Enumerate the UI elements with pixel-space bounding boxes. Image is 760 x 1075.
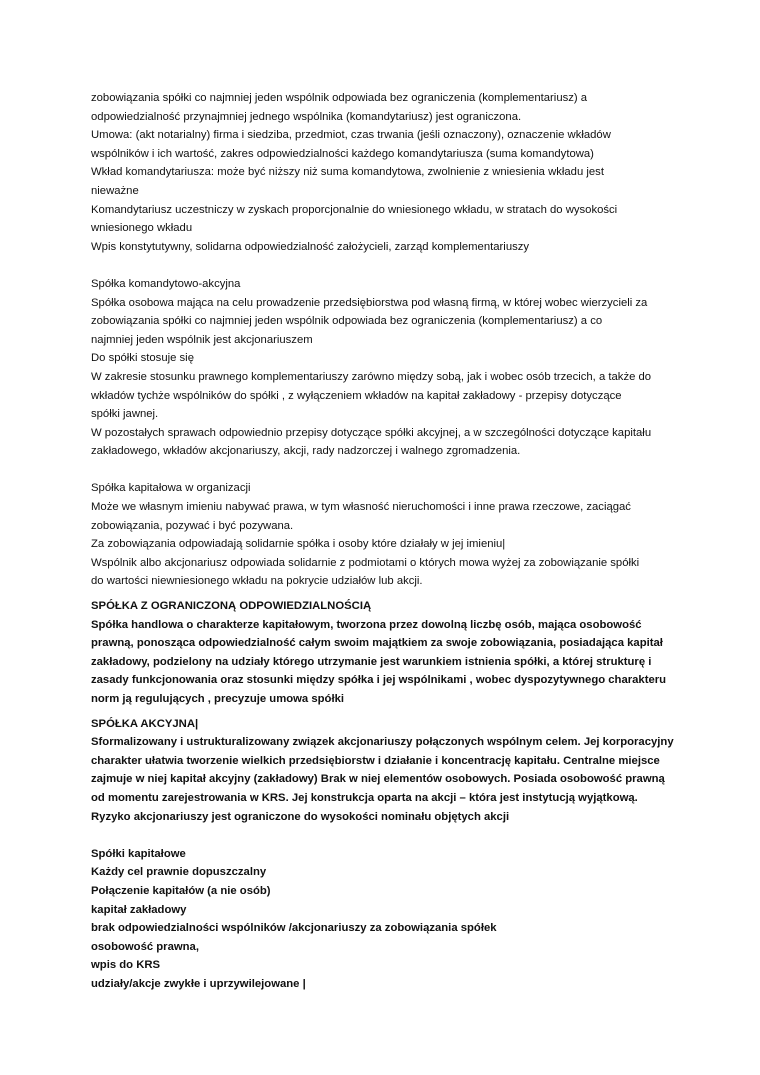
document-page: [91, 89, 711, 994]
text-line: zobowiązania spółki co najmniej jeden wspólnik odpowiada bez ograniczenia (komplementariusz) a: [91, 92, 588, 104]
section-heading: Spółka komandytowo-akcyjna: [91, 277, 241, 290]
section-heading: SPÓŁKA Z OGRANICZONĄ ODPOWIEDZIALNOŚCIĄ: [91, 600, 372, 613]
list-item: wpis do KRS: [91, 959, 161, 972]
section-spzoo: [91, 597, 711, 709]
text-line: nieważne: [91, 184, 139, 197]
text-line: zobowiązania, pozywać i być pozywana.: [91, 519, 294, 532]
text-line: W zakresie stosunku prawnego komplementariuszy zarówno między sobą, jak i wobec osób trzecich, a także do: [91, 370, 652, 383]
text-line: Komandytariusz uczestniczy w zyskach proporcjonalnie do wniesionego wkładu, w stratach do wysokości: [91, 203, 618, 216]
text-line: prawną, ponosząca odpowiedzialność całym swoim majątkiem za swoje zobowiązania, posiadająca kapitał: [91, 637, 663, 650]
text-line: wniesionego wkładu: [91, 222, 193, 235]
text-line: wspólników i ich wartość, zakres odpowiedzialności każdego komandytariusza (suma komandytowa): [91, 147, 594, 160]
section-spolki-kapitalowe: [91, 845, 711, 994]
text-line: zasady funkcjonowania oraz stosunki między spółka i jej wspólnikami , wobec dyspozytywnego charakteru: [91, 674, 667, 687]
text-line: Spółka osobowa mająca na celu prowadzenie przedsiębiorstwa pod własną firmą, w której wobec wierzycieli za: [91, 296, 648, 309]
list-item: osobowość prawna,: [91, 940, 199, 953]
list-item: brak odpowiedzialności wspólników /akcjonariuszy za zobowiązania spółek: [91, 922, 497, 935]
text-line: Może we własnym imieniu nabywać prawa, w tym własność nieruchomości i inne prawa rzeczowe, zaciągać: [91, 501, 631, 514]
section-heading: SPÓŁKA AKCYJNA|: [91, 717, 199, 730]
list-item: Połączenie kapitałów (a nie osób): [91, 884, 271, 897]
text-line: odpowiedzialność przynajmniej jednego wspólnika (komandytariusz) jest ograniczona.: [91, 110, 522, 123]
text-line: Ryzyko akcjonariuszy jest ograniczone do wysokości nominału objętych akcji: [91, 810, 510, 823]
text-line: Wkład komandytariusza: może być niższy niż suma komandytowa, zwolnienie z wniesienia wkładu jest: [91, 166, 604, 179]
text-line: Umowa: (akt notarialny) firma i siedziba, przedmiot, czas trwania (jeśli oznaczony), oznaczenie wkładów: [91, 129, 611, 142]
text-line: zakładowego, wkładów akcjonariuszy, akcji, rady nadzorczej i walnego zgromadzenia.: [91, 445, 521, 458]
paragraph-gap: [91, 826, 711, 845]
section-heading: Spółka kapitałowa w organizacji: [91, 482, 251, 495]
section-heading: Spółki kapitałowe: [91, 847, 186, 860]
text-line: Sformalizowany i ustrukturalizowany związek akcjonariuszy połączonych wspólnym celem. Jej korporacyjny: [91, 736, 674, 749]
section-komandytowo-akcyjna: [91, 275, 711, 461]
text-line: Wspólnik albo akcjonariusz odpowiada solidarnie z podmiotami o których mowa wyżej za zobowiązanie spółki: [91, 556, 640, 569]
text-line: norm ją regulujących , precyzuje umowa spółki: [91, 693, 344, 705]
text-line: spółki jawnej.: [91, 408, 159, 421]
text-line: W pozostałych sprawach odpowiednio przepisy dotyczące spółki akcyjnej, a w szczególności dotyczące kapitału: [91, 426, 652, 439]
text-line: zajmuje w niej kapitał akcyjny (zakładowy) Brak w niej elementów osobowych. Posiada osobowość prawną: [91, 773, 665, 786]
list-item: kapitał zakładowy: [91, 903, 187, 916]
text-line: Do spółki stosuje się: [91, 352, 194, 365]
text-line: charakter ułatwia tworzenie wielkich przedsiębiorstw i działanie i koncentrację kapitału. Centralne miejsce: [91, 754, 660, 767]
text-line: od momentu zarejestrowania w KRS. Jej konstrukcja oparta na akcji – która jest instytucją wyjątkową.: [91, 791, 638, 804]
text-line: Wpis konstytutywny, solidarna odpowiedzialność założycieli, zarząd komplementariuszy: [91, 240, 530, 253]
text-line: Za zobowiązania odpowiadają solidarnie spółka i osoby które działały w jej imieniu|: [91, 538, 506, 551]
section-kapitalowa-w-organizacji: [91, 479, 711, 591]
text-line: do wartości niewniesionego wkładu na pokrycie udziałów lub akcji.: [91, 575, 423, 588]
paragraph-gap: [91, 461, 711, 480]
paragraph-gap: [91, 256, 711, 275]
text-line: zakładowy, podzielony na udziały którego utrzymanie jest warunkiem istnienia spółki, a której strukturę i: [91, 655, 652, 668]
text-line: zobowiązania spółki co najmniej jeden wspólnik odpowiada bez ograniczenia (komplementariusz) a co: [91, 315, 603, 328]
list-item: udziały/akcje zwykłe i uprzywilejowane |: [91, 977, 306, 990]
section-komandytowa-tail: [91, 89, 711, 256]
text-line: najmniej jeden wspólnik jest akcjonariuszem: [91, 333, 313, 346]
section-spolka-akcyjna: [91, 715, 711, 827]
text-line: wkładów tychże wspólników do spółki , z wyłączeniem wkładów na kapitał zakładowy - przepisy dotyczące: [91, 389, 622, 402]
list-item: Każdy cel prawnie dopuszczalny: [91, 866, 267, 879]
text-line: Spółka handlowa o charakterze kapitałowym, tworzona przez dowolną liczbę osób, mająca osobowość: [91, 618, 642, 631]
